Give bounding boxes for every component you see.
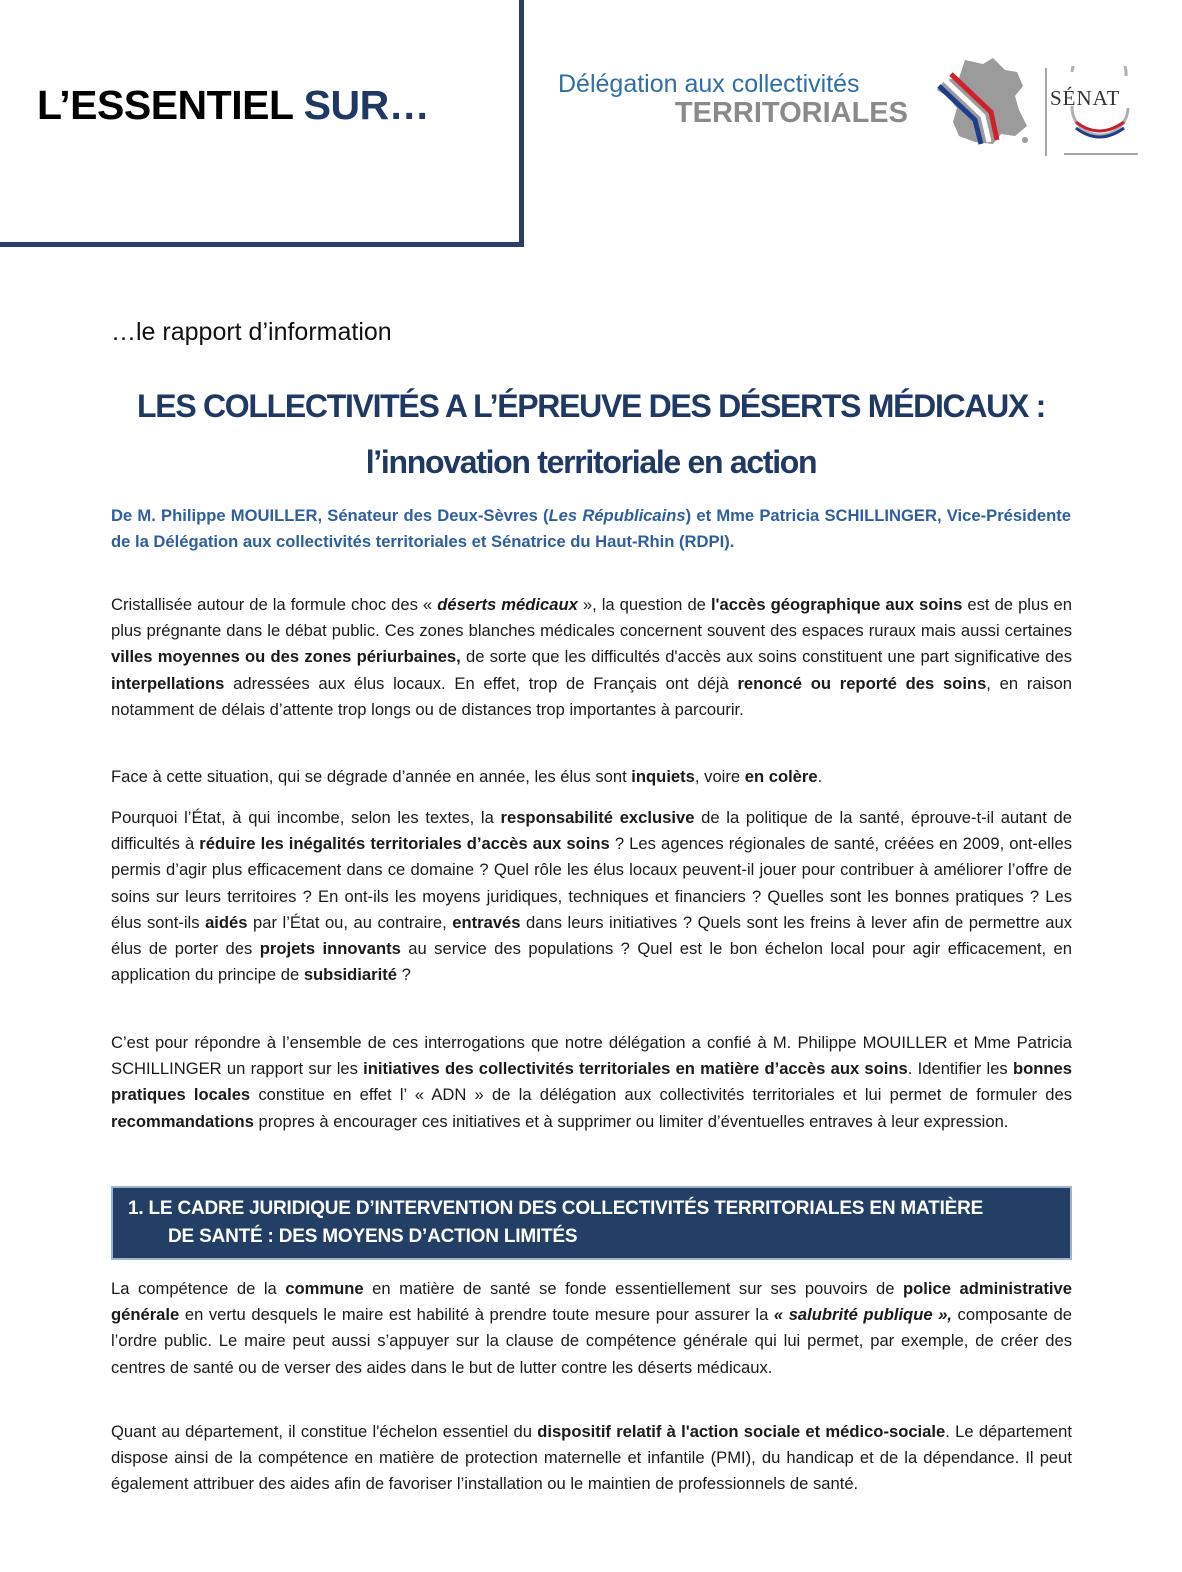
section-heading (128, 1195, 1068, 1251)
paragraph-commune (111, 1276, 1072, 1381)
bold-run: renoncé ou reporté des soins (737, 673, 987, 693)
text-run: Quant au département, il constitue l'échelon essentiel du (111, 1422, 538, 1441)
bold-run: déserts médicaux (437, 595, 578, 614)
text-run: en matière de santé se fonde essentiellement sur ses pouvoirs de (363, 1279, 904, 1298)
text-run: Face à cette situation, qui se dégrade d’année en année, les élus sont (111, 767, 632, 786)
text-run: ? Les agences régionales de santé, créées en 2009, ont-elles permis d’agir plus efficacement dans ce domaine ? Quel rôle les élus locaux peuvent-il jouer pour contribuer à améliorer l’offre de soins sur leurs territoires ? En ont-ils les moyens juridiques, techniques et financiers ? Quelles sont les bonnes pratiques ? Les élus sont-ils (111, 834, 1072, 932)
section-heading-line2: DE SANTÉ : DES MOYENS D’ACTION LIMITÉS (168, 1226, 578, 1247)
authors-part1: De M. Philippe MOUILLER, Sénateur des Deux-Sèvres ( (111, 506, 549, 525)
text-run: », la question de (577, 595, 711, 614)
text-run: adressées aux élus locaux. En effet, trop de Français ont déjà (224, 673, 738, 693)
bold-run: dispositif relatif à l'action sociale et médico-sociale (537, 1422, 946, 1441)
text-run: , en raison notamment de délais d’attente trop longs ou de distances trop importantes à parcourir. (111, 673, 1073, 719)
bold-run: en colère (744, 767, 818, 786)
bold-run: recommandations (111, 1111, 254, 1131)
bold-run: commune (285, 1279, 364, 1298)
bold-run: responsabilité exclusive (500, 808, 695, 827)
text-run: Cristallisée autour de la formule choc des « (111, 595, 438, 614)
text-run: de la politique de la santé, éprouve-t-il autant de difficultés à (111, 808, 1072, 854)
text-run: en vertu desquels le maire est habilité à prendre toute mesure pour assurer la (179, 1305, 774, 1325)
text-run: composante de l’ordre public. Le maire peut aussi s’appuyer sur la clause de compétence générale qui lui permet, par exemple, de créer des centres de santé ou de verser des aides dans le but de lutter contre les déserts médicaux. (111, 1305, 1072, 1377)
bold-run: l'accès géographique aux soins (710, 595, 963, 614)
authors-party: Les Républicains (548, 506, 686, 525)
france-map-icon (935, 56, 1031, 148)
text-run: . Le département dispose ainsi de la compétence en matière de protection maternelle et infantile (PMI), du handicap et de la dépendance. Il peut également attribuer des aides afin de favoriser l’installation ou le maintien de professionnels de santé. (111, 1422, 1072, 1494)
text-run: , voire (694, 767, 745, 786)
text-run: de sorte que les difficultés d'accès aux soins constituent une part significative des (460, 647, 1072, 667)
bold-run: police administrative générale (111, 1279, 1073, 1325)
paragraph-situation (111, 764, 1072, 790)
text-run: est de plus en plus prégnante dans le débat public. Ces zones blanches médicales concernent souvent des espaces ruraux mais aussi certaines (111, 595, 1072, 641)
text-run: ? (396, 965, 411, 985)
authors-line (111, 503, 1071, 555)
text-run: propres à encourager ces initiatives et à supprimer ou limiter d’éventuelles entraves à leur expression. (253, 1111, 1009, 1131)
authors-part2: ) et Mme Patricia SCHILLINGER, Vice-Présidente de la Délégation aux collectivités territoriales et Sénatrice du Haut-Rhin (RDPI). (111, 506, 1071, 551)
subheading: …le rapport d’information (111, 318, 392, 346)
paragraph-questions (111, 805, 1072, 988)
bold-run: subsidiarité (303, 965, 397, 985)
essentiel-heading (37, 82, 429, 129)
section-heading-line1: 1. LE CADRE JURIDIQUE D’INTERVENTION DES COLLECTIVITÉS TERRITORIALES EN MATIÈRE (128, 1198, 984, 1219)
text-run: par l’État ou, au contraire, (247, 912, 453, 932)
paragraph-departement (111, 1419, 1072, 1498)
text-run: . (817, 767, 823, 786)
bold-run: entravés (452, 912, 521, 932)
essentiel-part1: L’ESSENTIEL (37, 82, 304, 128)
bold-run: réduire les inégalités territoriales d’accès aux soins (199, 834, 610, 854)
paragraph-intro (111, 592, 1072, 723)
text-run: dans leurs initiatives ? Quels sont les freins à lever afin de permettre aux élus de porter des (111, 912, 1073, 959)
text-run: constitue en effet l’ « ADN » de la délégation aux collectivités territoriales et lui permet de formuler des (250, 1085, 1072, 1105)
bold-run: initiatives des collectivités territoriales en matière d’accès aux soins (363, 1059, 908, 1079)
bold-run: aidés (205, 912, 248, 932)
bold-run: « salubrité publique », (773, 1305, 952, 1325)
text-run: . Identifier les (907, 1059, 1013, 1079)
main-title-line1: LES COLLECTIVITÉS A L’ÉPREUVE DES DÉSERTS MÉDICAUX : (137, 388, 1045, 424)
essentiel-part2: SUR… (303, 82, 430, 128)
delegation-logo (558, 70, 918, 130)
bold-run: villes moyennes ou des zones périurbaines, (111, 647, 461, 667)
senat-label: SÉNAT (1050, 86, 1121, 110)
delegation-line1: Délégation aux collectivités (558, 70, 860, 98)
text-run: C’est pour répondre à l’ensemble de ces interrogations que notre délégation a confié à M. Philippe MOUILLER et Mme Patricia SCHILLINGER un rapport sur les (111, 1033, 1072, 1079)
paragraph-mission (111, 1030, 1072, 1135)
bold-run: projets innovants (259, 939, 401, 959)
delegation-line2: TERRITORIALES (674, 97, 908, 129)
bold-run: inquiets (631, 767, 695, 786)
text-run: au service des populations ? Quel est le bon échelon local pour agir efficacement, en application du principe de (111, 939, 1072, 985)
text-run: La compétence de la (111, 1279, 286, 1298)
bold-run: bonnes pratiques locales (111, 1059, 1072, 1105)
text-run: Pourquoi l’État, à qui incombe, selon les textes, la (111, 808, 501, 827)
main-title-line2: l’innovation territoriale en action (365, 444, 817, 480)
senat-logo-icon (1042, 66, 1152, 158)
bold-run: interpellations (111, 673, 225, 693)
